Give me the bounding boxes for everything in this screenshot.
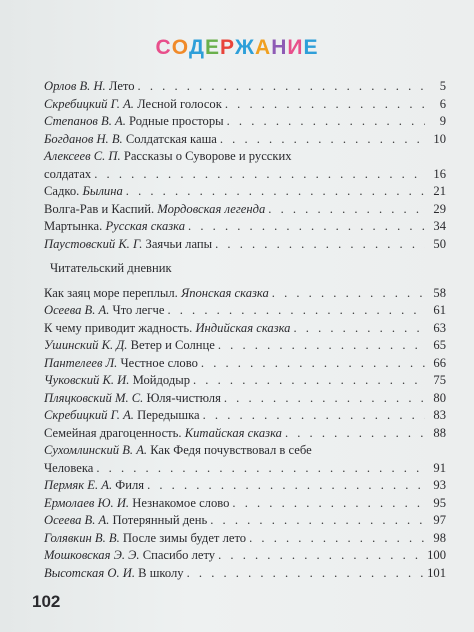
toc-entry — [44, 201, 446, 219]
entry-author: Голявкин В. В. — [44, 530, 120, 545]
toc-entry — [44, 131, 446, 149]
title-letter: И — [287, 36, 304, 59]
entry-title: Незнакомое слово — [132, 495, 230, 510]
entry-genre: Русская сказка — [105, 219, 186, 233]
entry-title: Солдатская каша — [125, 131, 217, 146]
entry-title: Что легче — [112, 303, 165, 317]
dot-leader — [224, 390, 425, 408]
entry-page: 5 — [439, 79, 446, 93]
entry-page: 93 — [433, 478, 446, 492]
entry-title: Мойдодыр — [132, 373, 190, 387]
entry-author: Осеева В. А. — [44, 303, 110, 317]
entry-page: 10 — [433, 131, 446, 146]
toc-entry — [44, 236, 446, 254]
toc-entry — [44, 337, 446, 355]
entry-page: 75 — [433, 373, 446, 387]
entry-author: Мошковская Э. Э. — [44, 548, 140, 562]
dot-leader — [227, 113, 425, 131]
dot-leader — [293, 320, 425, 338]
entry-page: 66 — [433, 355, 446, 370]
toc-entry-line — [44, 148, 446, 166]
toc-entry — [44, 355, 446, 373]
dot-leader — [138, 78, 425, 96]
dot-leader — [268, 201, 425, 219]
dot-leader — [187, 565, 425, 583]
toc-entry — [44, 530, 446, 548]
toc-entry — [44, 565, 446, 583]
dot-leader — [272, 285, 425, 303]
entry-title: Мартынка. — [44, 219, 103, 233]
dot-leader — [188, 218, 425, 236]
entry-genre: Былина — [82, 184, 123, 198]
entry-title: К чему приводит жадность. — [44, 320, 193, 335]
entry-page: 9 — [439, 114, 446, 128]
entry-author: Высотская О. И. — [44, 565, 135, 580]
entry-author: Скребицкий Г. А. — [44, 408, 134, 422]
toc-entry — [44, 372, 446, 390]
entry-title: Как Федя почувствовал в себе — [150, 443, 312, 457]
dot-leader — [210, 512, 425, 530]
dot-leader — [249, 530, 425, 548]
dot-leader — [193, 372, 425, 390]
entry-author: Алексеев С. П. — [44, 149, 121, 163]
entry-author: Осеева В. А. — [44, 513, 110, 527]
entry-author: Ушинский К. Д. — [44, 338, 128, 352]
entry-page: 65 — [433, 338, 446, 352]
section-heading: Читательский дневник — [50, 261, 172, 275]
entry-page: 58 — [433, 285, 446, 300]
entry-title: После зимы будет лето — [122, 530, 247, 545]
toc-entry — [44, 390, 446, 408]
toc-entry — [44, 285, 446, 303]
table-of-contents — [44, 78, 446, 582]
entry-title: Как заяц море переплыл. — [44, 285, 178, 300]
entry-title: Заячьи лапы — [145, 236, 213, 251]
entry-author: Паустовский К. Г. — [44, 236, 143, 251]
entry-title: Семейная драгоценность. — [44, 425, 182, 440]
entry-page: 100 — [427, 548, 446, 562]
entry-page: 88 — [433, 425, 446, 440]
entry-genre: Японская сказка — [180, 285, 269, 300]
entry-page: 63 — [433, 320, 446, 335]
entry-title: В школу — [138, 565, 184, 580]
toc-entry — [44, 425, 446, 443]
entry-title: Ветер и Солнце — [130, 338, 215, 352]
toc-entry — [44, 320, 446, 338]
entry-author: Скребицкий Г. А. — [44, 96, 134, 111]
title-letter: А — [255, 36, 272, 59]
entry-page: 95 — [433, 495, 446, 510]
entry-page: 16 — [433, 166, 446, 181]
title-letter: О — [171, 36, 190, 59]
title-letter: Ж — [235, 36, 256, 59]
entry-page: 91 — [433, 460, 446, 475]
dot-leader — [201, 355, 425, 373]
title-letter: Н — [271, 36, 288, 59]
entry-author: Сухомлинский В. А. — [44, 443, 148, 457]
title-letter: Е — [205, 36, 221, 59]
entry-page: 61 — [433, 303, 446, 317]
entry-page: 101 — [427, 565, 446, 580]
toc-entry-line — [44, 442, 446, 460]
title-letter: Д — [189, 36, 205, 59]
entry-title-continued: солдатах — [44, 166, 92, 181]
title-letter: Р — [220, 36, 236, 59]
toc-entry — [44, 96, 446, 114]
entry-author: Ермолаев Ю. И. — [44, 495, 130, 510]
entry-page: 98 — [433, 530, 446, 545]
entry-author: Степанов В. А. — [44, 114, 126, 128]
entry-page: 34 — [433, 219, 446, 233]
toc-entry — [44, 166, 446, 184]
title-letter: Е — [303, 36, 319, 59]
toc-entry — [44, 512, 446, 530]
dot-leader — [225, 96, 425, 114]
entry-title: Рассказы о Суворове и русских — [123, 149, 292, 163]
dot-leader — [126, 183, 425, 201]
dot-leader — [218, 547, 424, 565]
entry-author: Орлов В. Н. — [44, 79, 106, 93]
toc-entry — [44, 183, 446, 201]
entry-author: Пантелеев Л. — [44, 355, 118, 370]
toc-entry — [44, 78, 446, 96]
dot-leader — [94, 166, 425, 184]
dot-leader — [285, 425, 425, 443]
page-title — [0, 36, 474, 60]
dot-leader — [203, 407, 425, 425]
entry-page: 97 — [433, 513, 446, 527]
entry-title-continued: Человека — [44, 460, 94, 475]
entry-genre: Китайская сказка — [184, 425, 282, 440]
entry-page: 21 — [433, 184, 446, 198]
toc-entry — [44, 460, 446, 478]
toc-entry — [44, 495, 446, 513]
entry-page: 50 — [433, 236, 446, 251]
toc-entry — [44, 113, 446, 131]
entry-genre: Мордовская легенда — [157, 201, 266, 216]
toc-entry — [44, 407, 446, 425]
entry-title: Волга-Рав и Каспий. — [44, 201, 155, 216]
toc-entry — [44, 477, 446, 495]
entry-page: 80 — [433, 390, 446, 405]
dot-leader — [147, 477, 425, 495]
toc-entry — [44, 302, 446, 320]
dot-leader — [220, 131, 425, 149]
entry-genre: Индийская сказка — [195, 320, 291, 335]
entry-title: Спасибо лету — [142, 548, 216, 562]
entry-title: Садко. — [44, 184, 80, 198]
dot-leader — [218, 337, 425, 355]
entry-title: Филя — [115, 478, 145, 492]
entry-title: Потерянный день — [112, 513, 208, 527]
entry-title: Юля-чистюля — [146, 390, 221, 405]
entry-page: 6 — [439, 96, 446, 111]
entry-title: Передышка — [137, 408, 200, 422]
dot-leader — [215, 236, 425, 254]
entry-author: Богданов Н. В. — [44, 131, 123, 146]
entry-page: 29 — [433, 201, 446, 216]
entry-author: Пляцковский М. С. — [44, 390, 144, 405]
dot-leader — [167, 302, 425, 320]
entry-author: Чуковский К. И. — [44, 373, 130, 387]
toc-entry — [44, 547, 446, 565]
entry-author: Пермяк Е. А. — [44, 478, 113, 492]
entry-title: Честное слово — [120, 355, 198, 370]
page-number: 102 — [32, 592, 61, 611]
entry-title: Родные просторы — [129, 114, 224, 128]
entry-title: Лесной голосок — [137, 96, 222, 111]
entry-page: 83 — [433, 408, 446, 422]
entry-title: Лето — [108, 79, 135, 93]
dot-leader — [96, 460, 425, 478]
title-letter: С — [155, 36, 172, 59]
dot-leader — [232, 495, 425, 513]
toc-entry — [44, 218, 446, 236]
